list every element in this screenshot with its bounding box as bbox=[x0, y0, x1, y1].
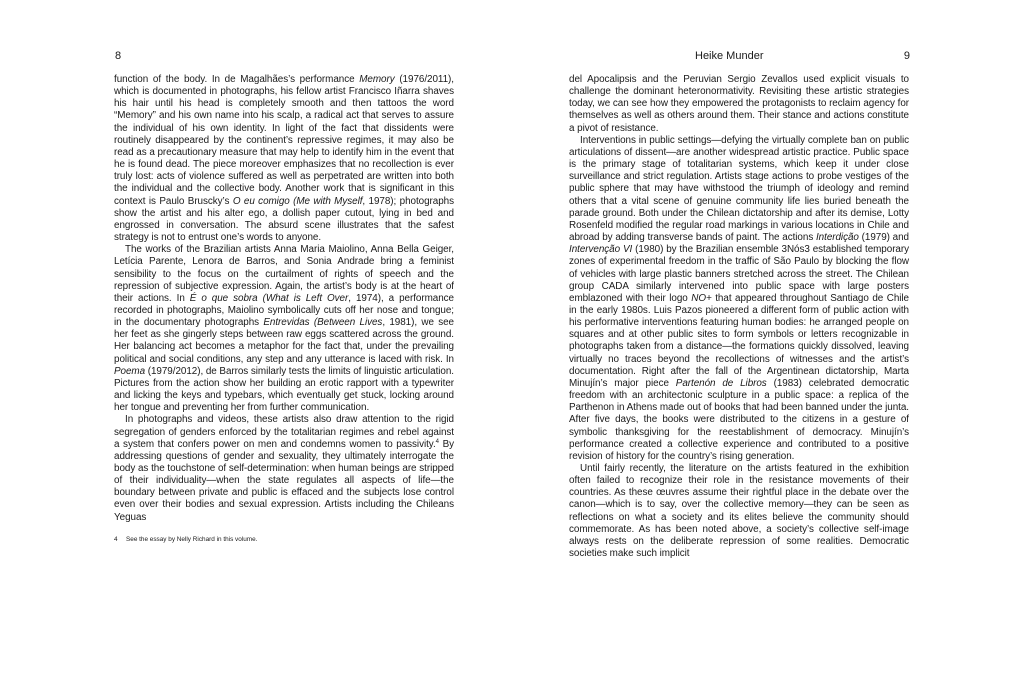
work-title: Partenón de Libros bbox=[675, 377, 767, 389]
body-text-column bbox=[114, 74, 454, 524]
footnote-reference[interactable]: 4 bbox=[435, 438, 439, 445]
work-title: Memory bbox=[359, 74, 395, 85]
paragraph: del Apocalipsis and the Peruvian Sergio Zevallos used explicit visuals to challenge the dominant heteronormativity. Revisiting these artistic strategies today, we can see how they empowered the protagonists to reclaim agency for themselves as well as others around them. Their stance and actions constitute a pivot of resistance. bbox=[569, 74, 909, 134]
paragraph: The works of the Brazilian artists Anna Maria Maiolino, Anna Bella Geiger, Letícia Parente, Lenora de Barros, and Sonia Andrade bring a feminist sensibility to the focus on the curtailment of rights of speech and the repression of subjective expression. Again, the artist’s body is at the heart of their actions. In É o que sobra (What is Left Over, 1974), a performance recorded in photographs, Maiolino symbolically cuts off her nose and tongue; in the documentary photographs Entrevidas (Between Lives, 1981), we see her feet as she gingerly steps between raw eggs scattered across the ground. Her balancing act becomes a metaphor for the fact that, under the prevailing political and social conditions, any step and any utterance is laced with risk. In Poema (1979/2012), de Barros similarly tests the limits of linguistic articulation. Pictures from the action show her building an erotic rapport with a typewriter and licking the keys and typebars, which eventually get stuck, locking around her tongue and preventing her from further communication. bbox=[114, 244, 454, 414]
work-title: Interdição bbox=[815, 232, 859, 244]
work-title: Poema bbox=[114, 365, 146, 377]
paragraph: function of the body. In de Magalhães’s performance Memory (1976/2011), which is documented in photographs, his fellow artist Francisco Iñarra shaves his hair until his head is completely smooth and then tattoos the word “Memory” and his own name into his scalp, a radical act that serves to assure the individual of his own identity. In light of the fact that dissidents were routinely disappeared by the continent’s repressive regimes, it may also be read as a precautionary measure that may help to identify him in the event that he is found dead. The piece moreover emphasizes that no recollection is ever truly lost: acts of violence suffered as well as perpetrated are written into both the individual and the collective body. Another work that is significant in this context is Paulo Bruscky’s O eu comigo (Me with Myself, 1978); photographs show the artist and his alter ego, a dollish paper cutout, lying in bed and engrossed in conversation. The absurd scene illustrates that the safest strategy is not to entrust one’s words to anyone. bbox=[114, 74, 455, 244]
page-number: 8 bbox=[115, 50, 122, 62]
work-title: Intervenção VI bbox=[569, 244, 633, 256]
work-title: Entrevidas (Between Lives bbox=[263, 317, 383, 329]
footnote-text: See the essay by Nelly Richard in this volume. bbox=[126, 536, 258, 543]
footnote-number: 4 bbox=[114, 536, 118, 543]
footnote bbox=[114, 535, 454, 544]
page-number: 9 bbox=[903, 50, 910, 62]
body-text-column bbox=[569, 74, 909, 560]
work-title: NO+ bbox=[691, 292, 712, 304]
paragraph: In photographs and videos, these artists also draw attention to the rigid segregation of genders enforced by the totalitarian regimes and rebel against a system that confers power on men and condemns women to passivity.$^4$ By addressing questions of gender and sexuality, they ultimately interrogate the body as the touchstone of self-determination: when human beings are stripped of their individuality—when the state regulates all aspects of life—the boundary between private and public is effaced and the subjects lose control even over their bodies and sexual expression. Artists including the Chileans Yeguas bbox=[114, 414, 454, 523]
paragraph: Until fairly recently, the literature on the artists featured in the exhibition often failed to recognize their role in the resistance movements of their countries. As these œuvres assume their rightful place in the debate over the canon—which is to say, over the collective memory—they can be seen as reflections on what a society and its elites believe the community should commemorate. As has been noted above, a society’s collective self-image always rests on the deliberate repression of some realities. Democratic societies make such implicit bbox=[569, 463, 909, 560]
right-page bbox=[512, 0, 1024, 696]
paragraph: Interventions in public settings—defying the virtually complete ban on public articulations of dissent—are another widespread artistic practice. Public space is the primary stage of totalitarian systems, which keep it under close surveillance and strict regulation. Artists stage actions to probe vestiges of the public sphere that may have withstood the triumph of ideology and remind others that a vital scene of genuine community life lies buried beneath the parade ground. Both under the Chilean dictatorship and after its demise, Lotty Rosenfeld modified the regular road markings in various locations in Chile and abroad by adding transverse bands of paint. The actions Interdição (1979) and Intervenção VI (1980) by the Brazilian ensemble 3Nós3 established temporary zones of experimental freedom in the traffic of São Paulo by blocking the flow of vehicles with large plastic banners stretched across the street. The Chilean group CADA similarly intervened into public space with large posters emblazoned with their logo NO+ that appeared throughout Santiago de Chile in the early 1980s. Luis Pazos pioneered a different form of public action with his performative interventions featuring human bodies: he arranged people on squares and at other public sites to form symbols or letters recognizable in photographs taken from a distance—the formations quickly dissolved, leaving virtually no traces beyond the recollections of witnesses and the artist’s documentation. Right after the fall of the Argentinean dictatorship, Marta Minujín’s major piece Partenón de Libros (1983) celebrated democratic freedom with an architectonic sculpture in a public space: a replica of the Parthenon in Athens made out of books that had been banned under the junta. After five days, the books were distributed to the citizens in a gesture of symbolic thanksgiving for the reestablishment of democracy. Minujín’s performance created a collective experience and contributed to a positive revision of history for the country’s rising generation. bbox=[569, 134, 910, 462]
running-head-author: Heike Munder bbox=[695, 50, 764, 62]
work-title: O eu comigo (Me with Myself bbox=[232, 195, 363, 207]
work-title: É o que sobra (What is Left Over bbox=[189, 292, 349, 304]
